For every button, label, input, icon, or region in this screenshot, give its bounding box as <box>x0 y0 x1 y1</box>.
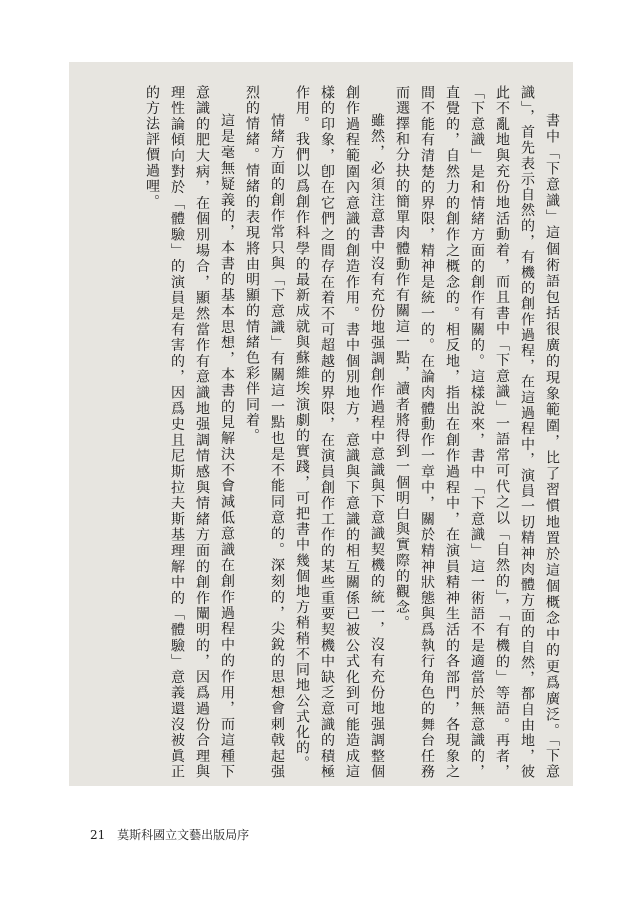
page-number: 21 <box>90 828 106 842</box>
paragraph-4: 這是毫無疑義的，本書的基本思想，本書的見解決不會減低意識在創作過程中的作用，而這種下意識的肥大病，在個別場合，顯然當作有意識地强調情感與情緒方面的創作闡明的，因爲過份合理與理性論傾向對於「體驗」的演員是有害的，因爲史且尼斯拉夫斯基理解中的「體驗」意義還沒被眞正的方法評價過哩。 <box>144 85 235 780</box>
vertical-text-body <box>70 85 564 780</box>
page-footer <box>90 826 249 843</box>
paragraph-3: 情緒方面的創作常只與「下意識」有關這一點也是不能同意的。深刻的，尖銳的思想會刺戟起强烈的情緒。情緒的表現將由明顯的情緒色彩伴同着。 <box>244 85 285 780</box>
paragraph-1: 書中「下意識」這個術語包括很廣的現象範圍，比了習慣地置於這個概念中的更爲廣泛。「下意識」，首先表示自然的，有機的創作過程，在這過程中，演員一切精神肉體方面的自然，都自由地，彼此不亂地與充份地活動着，而且書中「下意識」一語常可代之以「自然的」，「有機的」等語。再者，「下意識」是和情緒方面的創作有關的。這樣說來，書中「下意識」這一術語不是適當於無意識的，直覺的，自然力的創作之概念的。相反地，指出在創作過程中，在演員精神生活的各部門，各現象之間不能有清楚的界限，精神是統一的。在論肉體動作一章中，關於精神狀態與爲執行角色的舞台任務而選擇和分抉的簡單肉體動作有關這一點，讀者將得到一個明白與實際的觀念。 <box>394 85 560 780</box>
publisher-caption: 莫斯科國立文藝出版局序 <box>117 828 250 842</box>
paragraph-2: 雖然，必須注意書中沒有充份地强調創作過程中意識與下意識契機的統一，沒有充份地强調整個創作過程範圍內意識的創造作用。書中個別地方，意識與下意識的相互關係已被公式化到可能造成這樣的印象，卽在它們之間存在着不可超越的界限，在演員創作工作的某些重要契機中缺乏意識的積極作用。我們以爲創作科學的最新成就與蘇維埃演劇的實踐，可把書中幾個地方稍稍不同地公式化的。 <box>294 85 385 780</box>
